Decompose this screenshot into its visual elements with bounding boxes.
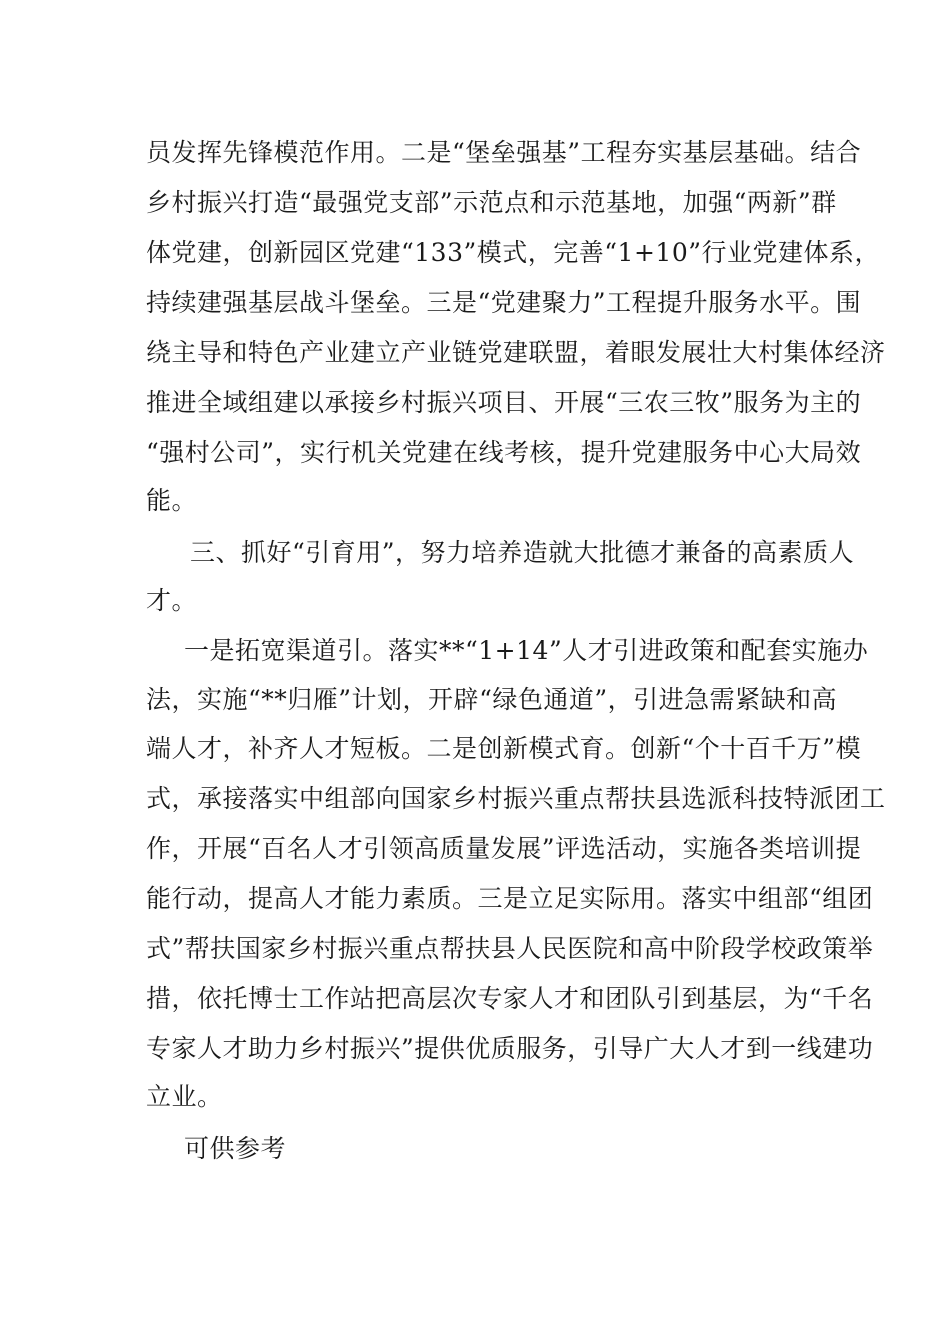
section-heading: 才。: [146, 586, 198, 615]
body-text-line: 乡村振兴打造“最强党支部”示范点和示范基地，加强“两新”群: [146, 188, 837, 217]
body-text-line: 绕主导和特色产业建立产业链党建联盟，着眼发展壮大村集体经济: [146, 338, 886, 367]
body-text-line: 持续建强基层战斗堡垒。三是“党建聚力”工程提升服务水平。围: [146, 288, 862, 317]
closing-note: 可供参考: [184, 1134, 287, 1163]
body-text-line: 法，实施“**归雁”计划，开辟“绿色通道”，引进急需紧缺和高: [146, 685, 838, 714]
section-heading: 三、抓好“引育用”，努力培养造就大批德才兼备的高素质人: [190, 538, 855, 567]
body-text-line: 式”帮扶国家乡村振兴重点帮扶县人民医院和高中阶段学校政策举: [146, 934, 874, 963]
body-text-line: 体党建，创新园区党建“133”模式，完善“1+10”行业党建体系，: [146, 238, 881, 267]
body-text-line: 一是拓宽渠道引。落实**“1+14”人才引进政策和配套实施办: [184, 636, 869, 665]
body-text-line: 措，依托博士工作站把高层次专家人才和团队引到基层，为“千名: [146, 984, 874, 1013]
body-text-line: 员发挥先锋模范作用。二是“堡垒强基”工程夯实基层基础。结合: [146, 138, 862, 167]
body-text-line: 式，承接落实中组部向国家乡村振兴重点帮扶县选派科技特派团工: [146, 784, 886, 813]
body-text-line: 作，开展“百名人才引领高质量发展”评选活动，实施各类培训提: [146, 834, 862, 863]
body-text-line: 推进全域组建以承接乡村振兴项目、开展“三农三牧”服务为主的: [146, 388, 862, 417]
body-text-line: 立业。: [146, 1082, 223, 1111]
body-text-line: 端人才，补齐人才短板。二是创新模式育。创新“个十百千万”模: [146, 734, 862, 763]
body-text-line: 能。: [146, 486, 198, 515]
body-text-line: 专家人才助力乡村振兴”提供优质服务，引导广大人才到一线建功: [146, 1034, 874, 1063]
body-text-line: 能行动，提高人才能力素质。三是立足实际用。落实中组部“组团: [146, 884, 874, 913]
body-text-line: “强村公司”，实行机关党建在线考核，提升党建服务中心大局效: [146, 438, 862, 467]
